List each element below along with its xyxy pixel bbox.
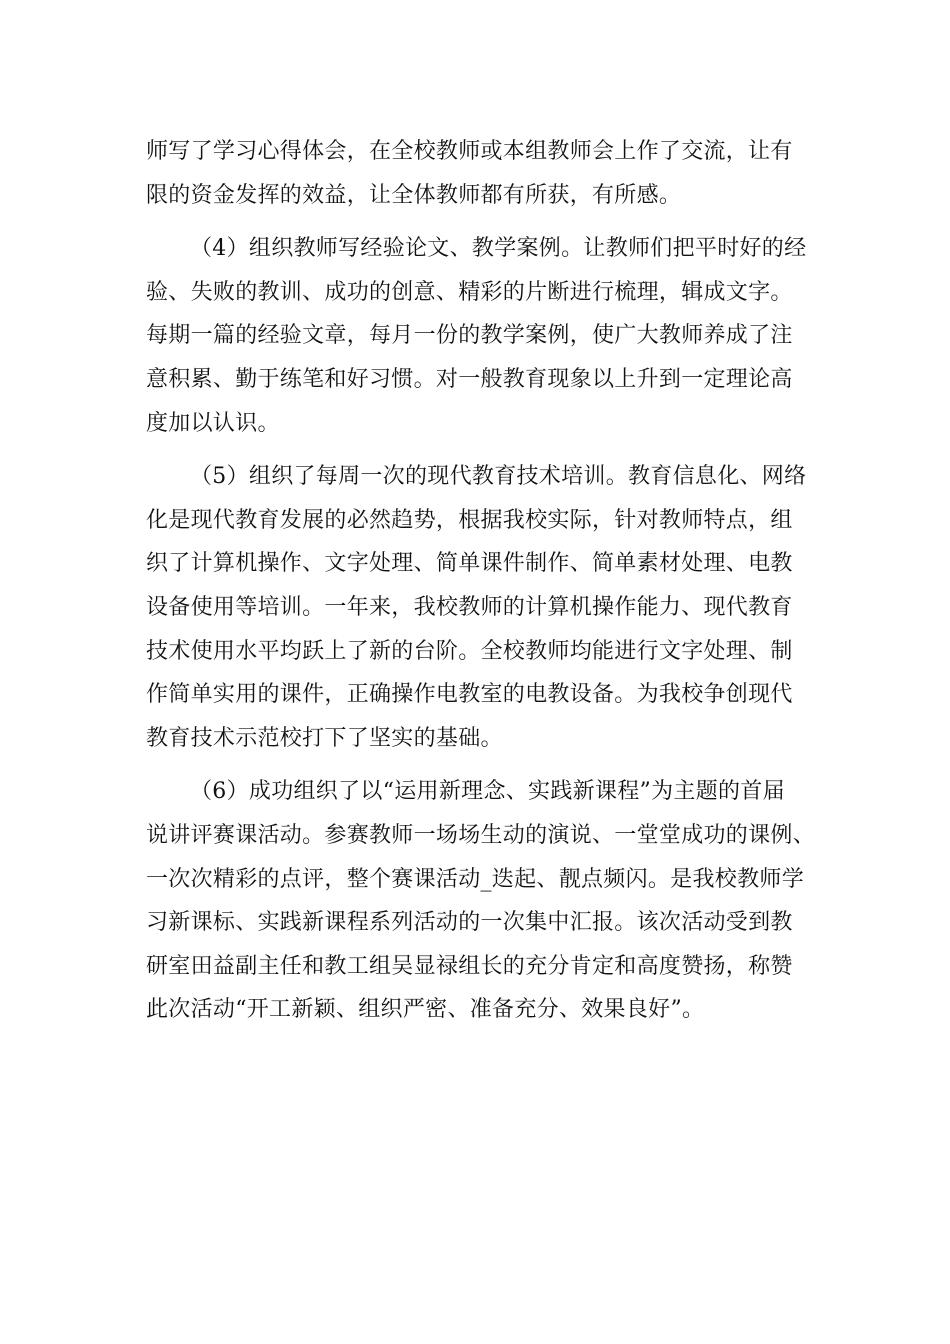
text-line: 意积累、勤于练笔和好习惯。对一般教育现象以上升到一定理论高 (146, 366, 793, 392)
text-line: 师写了学习心得体会，在全校教师或本组教师会上作了交流，让有 (146, 139, 793, 164)
text-line: 此次活动“开工新颖、组织严密、准备充分、效果良好”。 (146, 997, 705, 1023)
text-line: 研室田益副主任和教工组吴显禄组长的充分肯定和高度赞扬，称赞 (146, 953, 793, 979)
text-line: 化是现代教育发展的必然趋势，根据我校实际，针对教师特点，组 (146, 507, 793, 533)
paragraph-6-first-line: （6）成功组织了以“运用新理念、实践新课程”为主题的首届 (190, 779, 785, 805)
paragraph-gap (146, 217, 806, 227)
paragraph-5-first-line: （5）组织了每周一次的现代教育技术培训。教育信息化、网络 (190, 464, 807, 490)
text-line: 织了计算机操作、文字处理、简单课件制作、简单素材处理、电教 (146, 551, 793, 577)
paragraph-4-first-line: （4）组织教师写经验论文、教学案例。让教师们把平时好的经 (190, 236, 807, 262)
text-line: 作简单实用的课件，正确操作电教室的电教设备。为我校争创现代 (146, 682, 793, 708)
text-line: 度加以认识。 (146, 410, 280, 436)
text-line: 每期一篇的经验文章，每月一份的教学案例，使广大教师养成了注 (146, 323, 793, 349)
text-line: 说讲评赛课活动。参赛教师一场场生动的演说、一堂堂成功的课例、 (146, 822, 816, 848)
text-line: 验、失败的教训、成功的创意、精彩的片断进行梳理，辑成文字。 (146, 279, 793, 305)
document-body (146, 130, 816, 1032)
text-line: 教育技术示范校打下了坚实的基础。 (146, 725, 503, 751)
paragraph-gap (146, 760, 806, 770)
text-line: 技术使用水平均跃上了新的台阶。全校教师均能进行文字处理、制 (146, 638, 793, 664)
text-line: 习新课标、实践新课程系列活动的一次集中汇报。该次活动受到教 (146, 910, 793, 936)
text-line: 限的资金发挥的效益，让全体教师都有所获，有所感。 (146, 182, 682, 208)
text-line: 设备使用等培训。一年来，我校教师的计算机操作能力、现代教育 (146, 594, 793, 620)
text-line: 一次次精彩的点评，整个赛课活动_迭起、靓点频闪。是我校教师学 (146, 866, 805, 892)
paragraph-gap (146, 445, 806, 455)
